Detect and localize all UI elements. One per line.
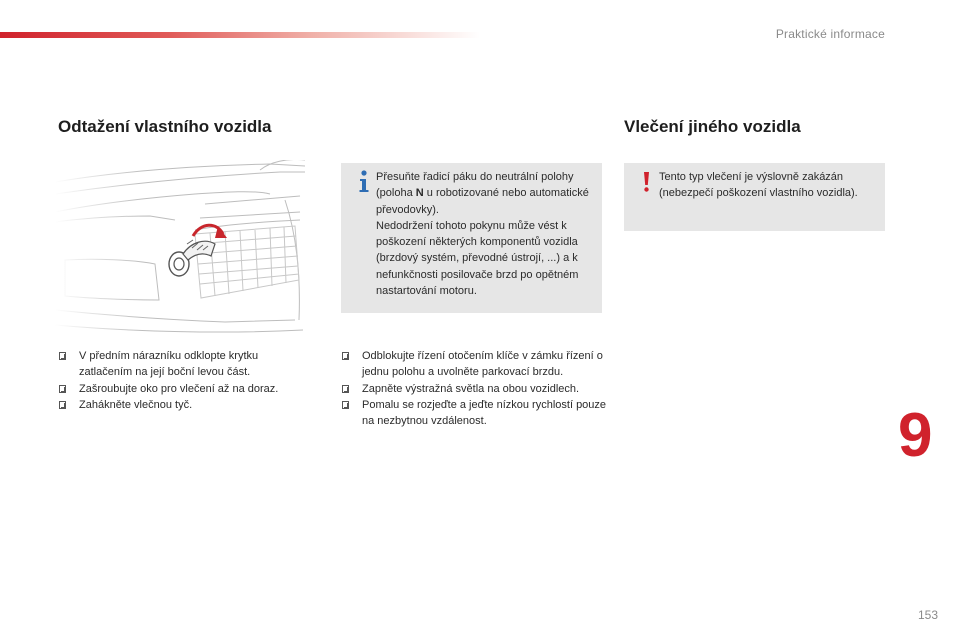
- info-icon: [351, 168, 373, 194]
- warning-box-text: Tento typ vlečení je výslovně zakázán (nebezpečí poškození vlastního vozidla).: [659, 171, 858, 200]
- info-box-text: [376, 169, 594, 299]
- list-item: Odblokujte řízení otočením klíče v zámku řízení o jednu polohu a uvolněte parkovací brzdu.: [341, 348, 609, 381]
- list-item: Zahákněte vlečnou tyč.: [58, 397, 308, 413]
- info-text-part-1: Přesuňte řadicí páku do neutrální polohy (poloha: [376, 171, 574, 200]
- info-text-gear-n: N: [415, 187, 424, 200]
- info-text-part-2: u robotizované nebo automatické převodovky).: [376, 187, 589, 216]
- warning-icon: [634, 168, 656, 194]
- list-item: Zapněte výstražná světla na obou vozidlech.: [341, 381, 609, 397]
- checkbox-bullet-icon: [59, 352, 66, 360]
- page-number: 153: [917, 608, 938, 622]
- towing-procedure-steps: [341, 348, 609, 429]
- header-accent-bar: [0, 32, 480, 38]
- info-box: [341, 163, 602, 313]
- info-text-warning: Nedodržení tohoto pokynu může vést k poškození některých komponentů vozidla (brzdový systém, převodné ústrojí, ...) a k nefunkčnosti posilovače brzd po opětném nastartování motoru.: [376, 219, 579, 298]
- list-item: Pomalu se rozjeďte a jeďte nízkou rychlostí pouze na nezbytnou vzdálenost.: [341, 397, 609, 430]
- warning-box: [624, 163, 885, 231]
- checkbox-bullet-icon: [342, 401, 349, 409]
- towing-own-vehicle-steps: [58, 348, 308, 413]
- front-bumper-towing-eye-illustration: [55, 160, 305, 342]
- checkbox-bullet-icon: [59, 385, 66, 393]
- section-title-towing-other-vehicle: Vlečení jiného vozidla: [624, 117, 801, 136]
- chapter-number: 9: [898, 401, 933, 470]
- section-title-own-vehicle-towing: Odtažení vlastního vozidla: [58, 117, 272, 136]
- checkbox-bullet-icon: [342, 352, 349, 360]
- checkbox-bullet-icon: [59, 401, 66, 409]
- list-item: Zašroubujte oko pro vlečení až na doraz.: [58, 381, 308, 397]
- list-item: V předním nárazníku odklopte krytku zatlačením na její boční levou část.: [58, 348, 308, 381]
- header-section-label: Praktické informace: [775, 27, 885, 41]
- checkbox-bullet-icon: [342, 385, 349, 393]
